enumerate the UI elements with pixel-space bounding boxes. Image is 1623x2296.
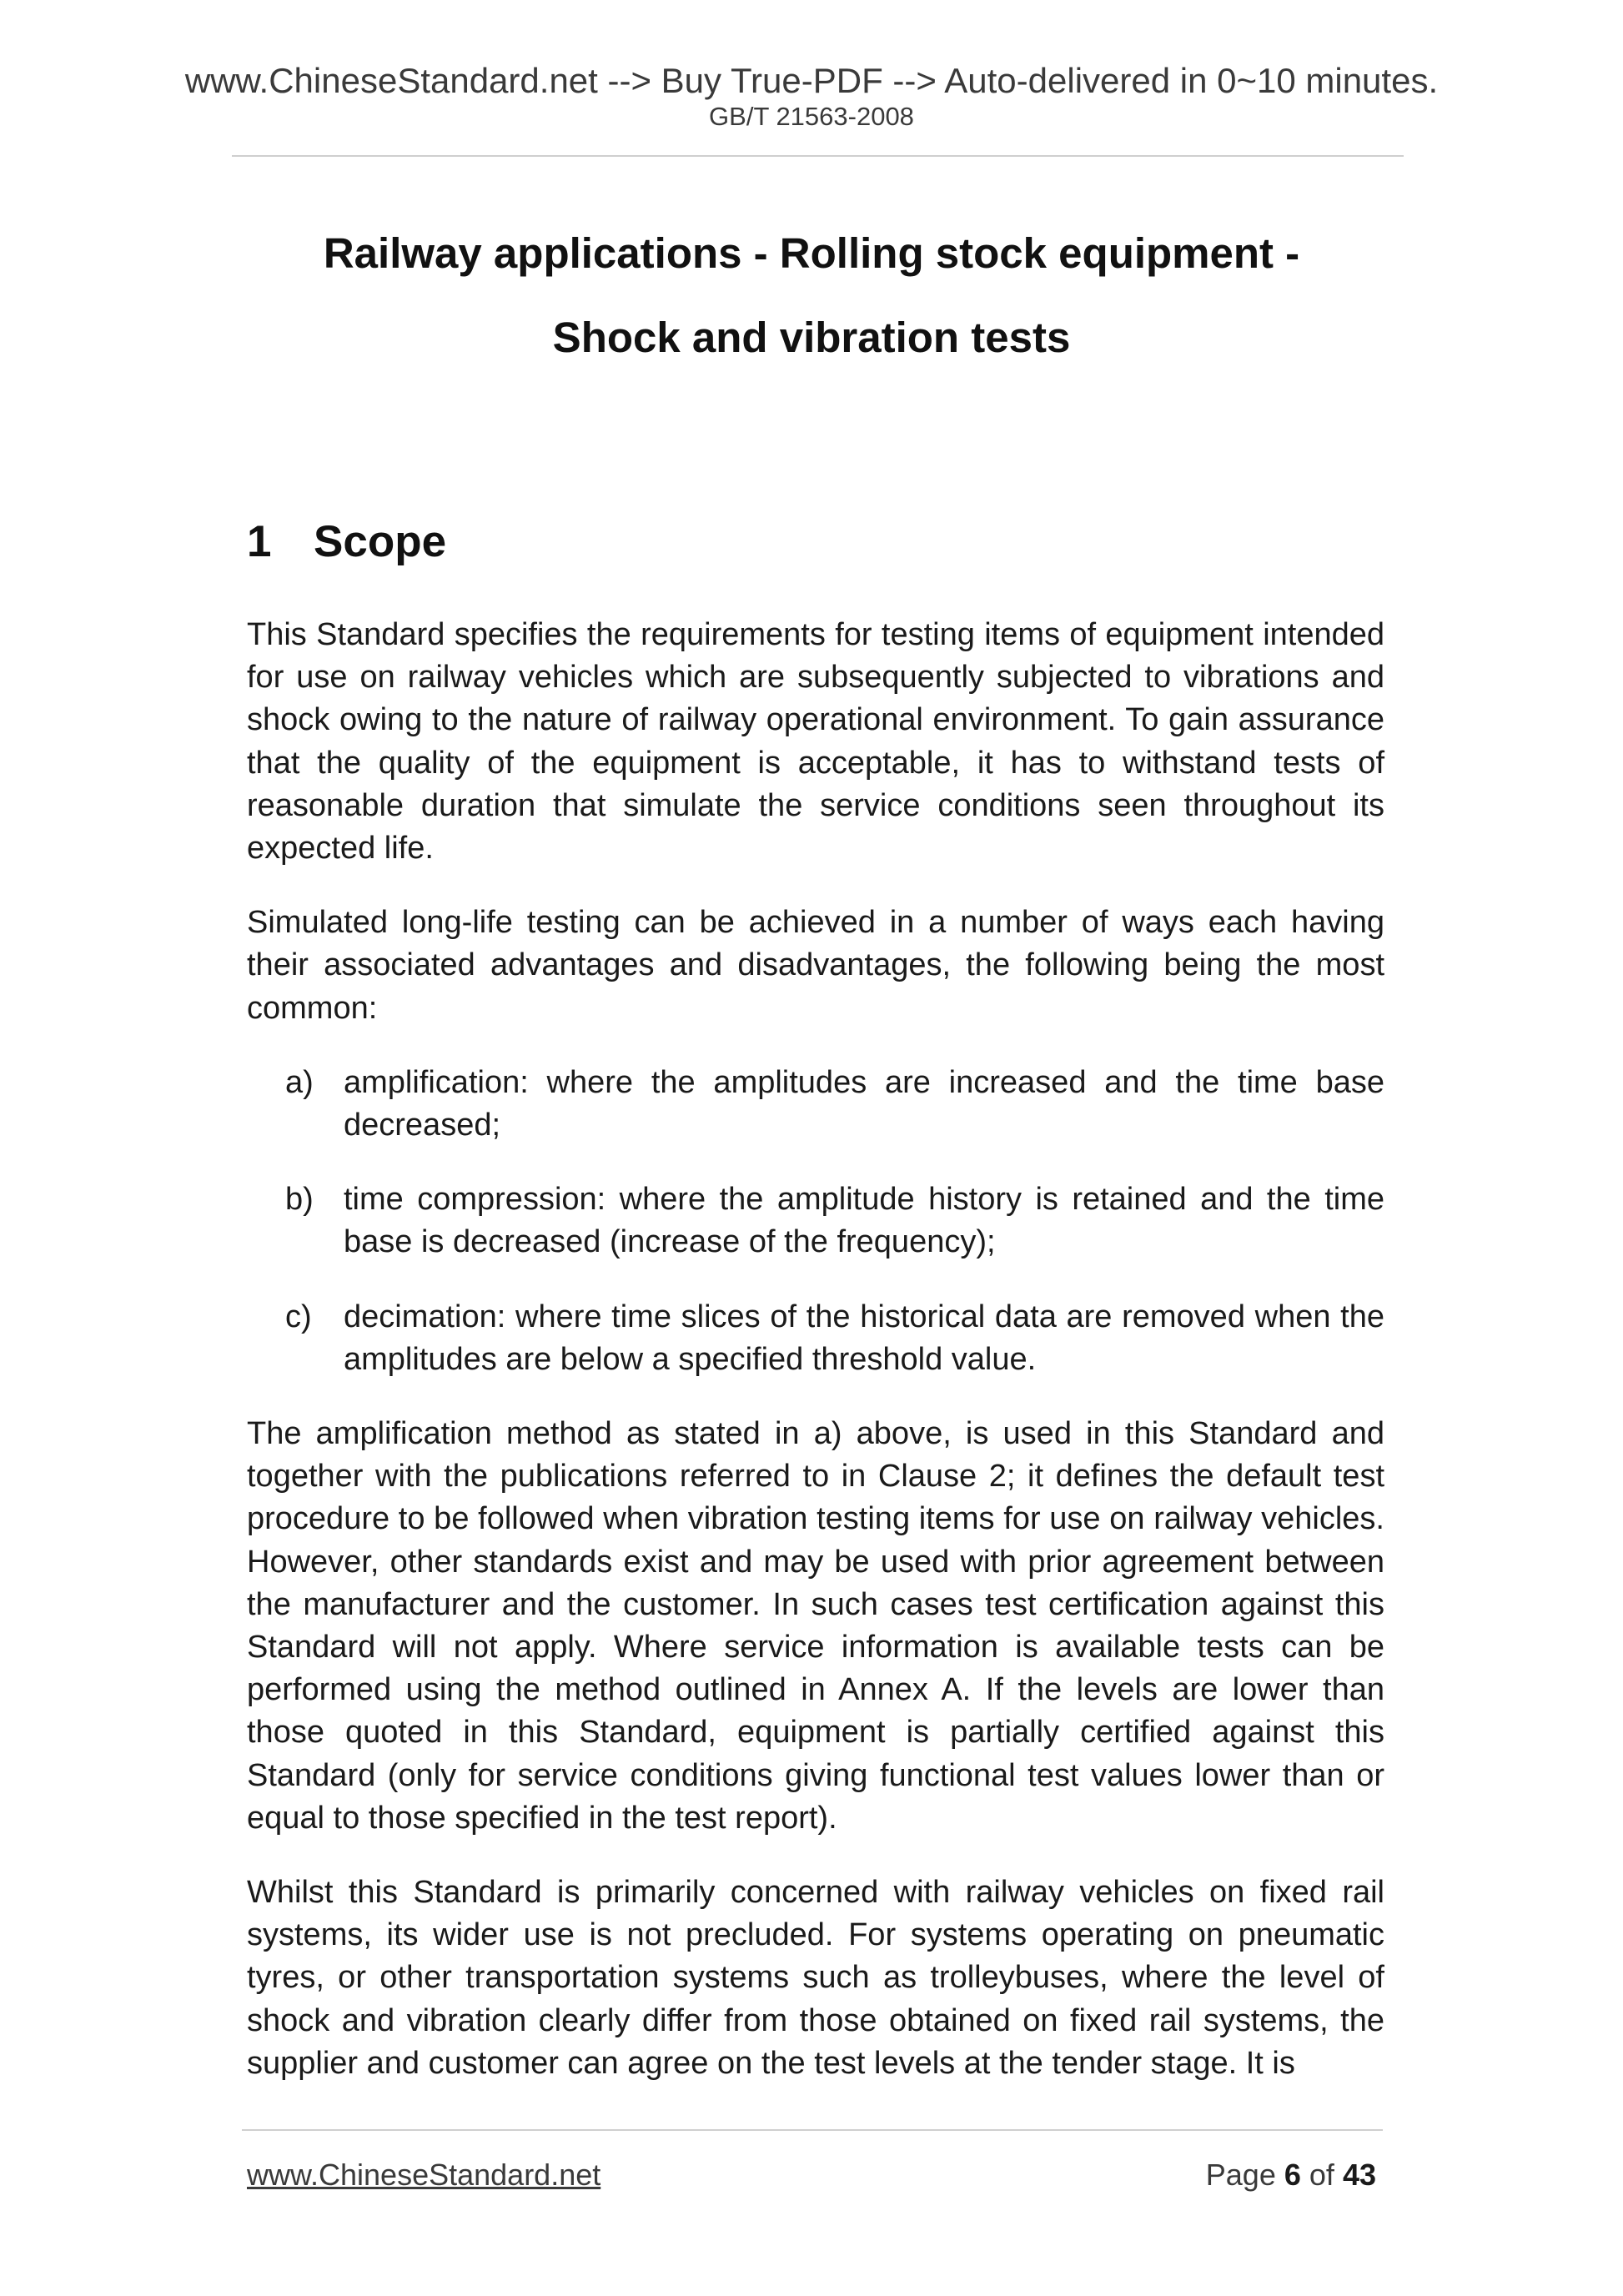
section-number: 1 (247, 517, 272, 566)
paragraph-3: The amplification method as stated in a) above, is used in this Standard and together with the publications referred to in Clause 2; it defines the default test procedure to be followed when vibration testing items for use on railway vehicles. However, other standards exist and may be used with prior agreement between the manufacturer and the customer. In such cases test certification against this Standard will not apply. Where service information is available tests can be performed using the method outlined in Annex A. If the levels are lower than those quoted in this Standard, equipment is partially certified against this Standard (only for service conditions giving functional test values lower than or equal to those specified in the test report). (247, 1416, 1384, 1836)
list-item-a (247, 1062, 1384, 1147)
list-item-b (247, 1178, 1384, 1264)
paragraph-4: Whilst this Standard is primarily concerned with railway vehicles on fixed rail systems, its wider use is not precluded. For systems operating on pneumatic tyres, or other transportation systems such as trolleybuses, where the level of shock and vibration clearly differ from those obtained on fixed rail systems, the supplier and customer can agree on the test levels at the tender stage. It is (247, 1875, 1384, 2081)
list-marker: b) (285, 1182, 314, 1218)
page-current: 6 (1284, 2158, 1301, 2192)
footer-website-link[interactable]: www.ChineseStandard.net (247, 2158, 601, 2192)
document-title-line-1: Railway applications - Rolling stock equipment - (323, 229, 1300, 277)
paragraph-2: Simulated long-life testing can be achieved in a number of ways each having their associated advantages and disadvantages, the following being the most common: (247, 905, 1384, 1026)
standard-code: GB/T 21563-2008 (709, 102, 914, 131)
page-prefix: Page (1205, 2158, 1276, 2192)
list-item-text: amplification: where the amplitudes are increased and the time base decreased; (344, 1064, 1384, 1143)
list-item-text: time compression: where the amplitude history is retained and the time base is decreased (increase of the frequency); (344, 1182, 1384, 1260)
list-marker: a) (285, 1064, 314, 1100)
header-divider (232, 155, 1404, 157)
section-title: Scope (314, 517, 447, 566)
page-of: of (1309, 2158, 1334, 2192)
list-item-text: decimation: where time slices of the historical data are removed when the amplitudes are below a specified threshold value. (344, 1299, 1384, 1377)
document-title-line-2: Shock and vibration tests (552, 314, 1071, 361)
page-indicator (1206, 2160, 1376, 2190)
header-banner: www.ChineseStandard.net --> Buy True-PDF --> Auto-delivered in 0~10 minutes. (184, 61, 1439, 100)
body-text (247, 614, 1384, 2117)
section-heading (247, 517, 447, 566)
list-item-c (247, 1296, 1384, 1381)
footer-divider (242, 2129, 1383, 2131)
paragraph-1: This Standard specifies the requirements for testing items of equipment intended for use on railway vehicles which are subsequently subjected to vibrations and shock owing to the nature of railway operational environment. To gain assurance that the quality of the equipment is acceptable, it has to withstand tests of reasonable duration that simulate the service conditions seen throughout its expected life. (247, 617, 1384, 867)
list-marker: c) (285, 1299, 312, 1334)
page-total: 43 (1342, 2158, 1376, 2192)
